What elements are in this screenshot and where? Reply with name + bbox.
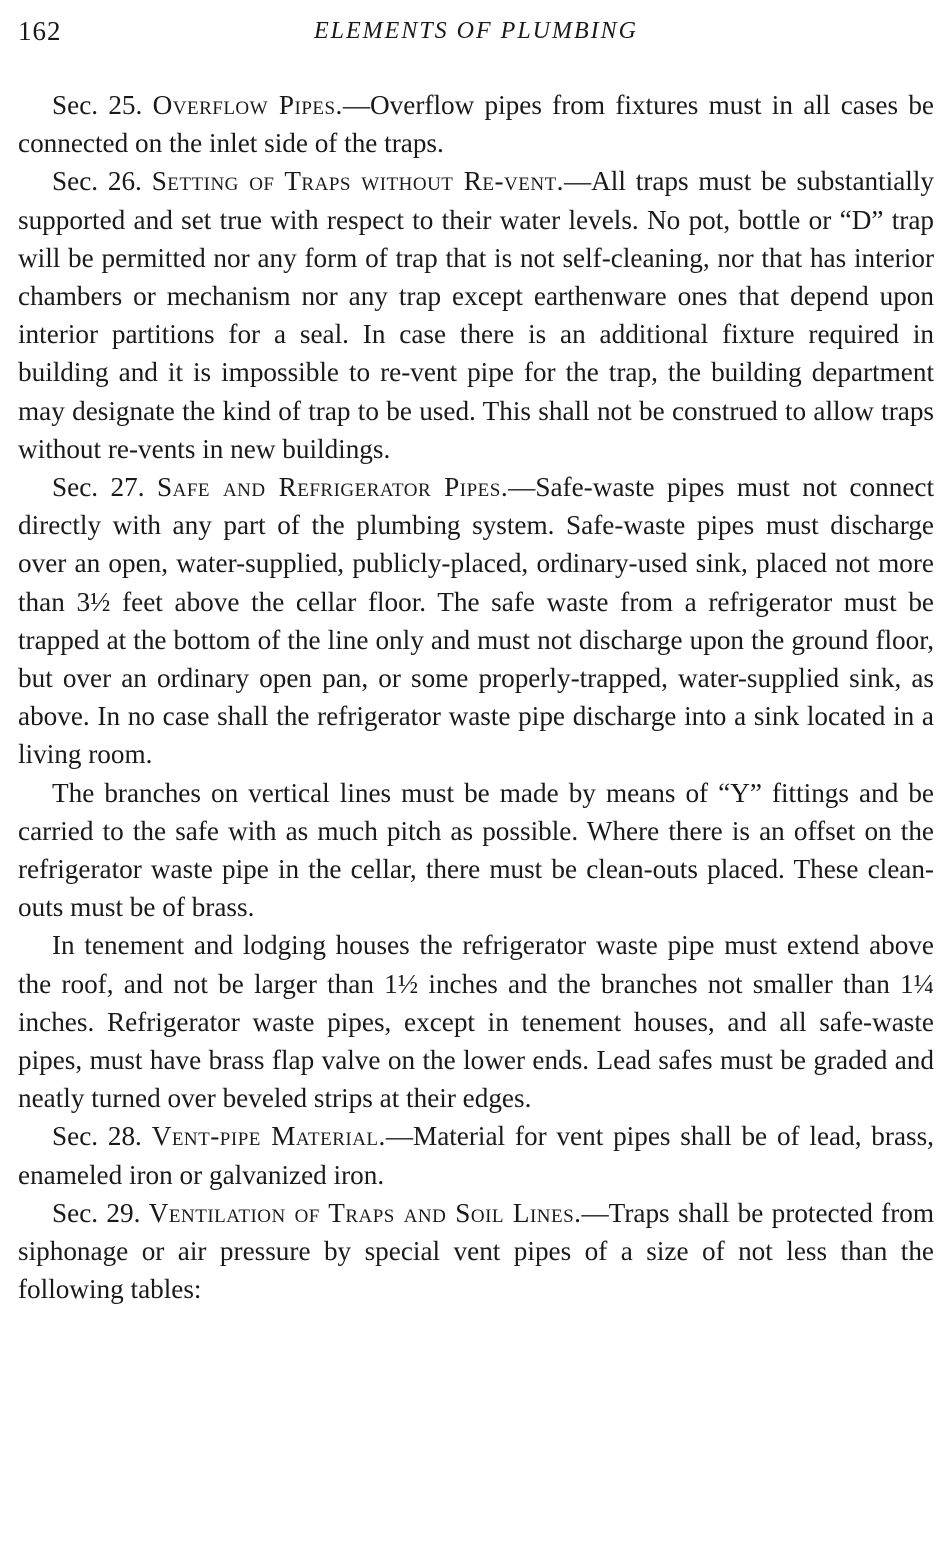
branches-paragraph: [18, 774, 934, 927]
section-27-paragraph: [18, 468, 934, 774]
paragraph-text: The branches on vertical lines must be made by means of “Y” fittings and be carried to the safe with as much pitch as possible. Where there is an offset on the refrigerator waste pipe in the cellar, there must be clean-outs placed. These clean-outs must be of brass.: [18, 777, 934, 923]
section-heading: Ventilation of Traps and Soil Lines.: [148, 1197, 582, 1228]
section-heading: Setting of Traps without Re-vent.: [151, 166, 564, 197]
section-25-paragraph: [18, 86, 934, 162]
section-text: —Overflow pipes from fixtures must in all cases be connected on the inlet side of the traps.: [18, 90, 934, 159]
section-text: —Safe-waste pipes must not connect directly with any part of the plumbing system. Safe-waste pipes must discharge over an open, water-supplied, publicly-placed, ordinary-used sink, placed not more than 3½ feet above the cellar floor. The safe waste from a refrigerator must be trapped at the bottom of the line only and must not discharge upon the ground floor, but over an ordinary open pan, or some properly-trapped, water-supplied sink, as above. In no case shall the refrigerator waste pipe discharge into a sink located in a living room.: [18, 472, 935, 770]
section-heading: Overflow Pipes.: [152, 90, 343, 120]
page-number: 162: [18, 16, 62, 46]
tenement-paragraph: [18, 926, 934, 1117]
section-26-paragraph: [18, 162, 934, 468]
body-text: [18, 86, 934, 1309]
section-text: —Material for vent pipes shall be of lead, brass, enameled iron or galvanized iron.: [18, 1121, 934, 1190]
book-title: ELEMENTS OF PLUMBING: [314, 18, 638, 44]
section-text: —Traps shall be protected from siphonage or air pressure by special vent pipes of a size of not less than the following tables:: [18, 1197, 935, 1305]
running-head: [18, 12, 934, 52]
section-number: Sec. 29.: [52, 1197, 141, 1228]
section-number: Sec. 27.: [52, 472, 145, 503]
book-page: [18, 12, 934, 1309]
section-number: Sec. 25.: [52, 90, 143, 120]
section-heading: Safe and Refrigerator Pipes.: [156, 472, 509, 503]
section-29-paragraph: [18, 1194, 934, 1309]
section-28-paragraph: [18, 1117, 934, 1193]
paragraph-text: In tenement and lodging houses the refrigerator waste pipe must extend above the roof, and not be larger than 1½ inches and the branches not smaller than 1¼ inches. Refrigerator waste pipes, except in tenement houses, and all safe-waste pipes, must have brass flap valve on the lower ends. Lead safes must be graded and neatly turned over beveled strips at their edges.: [18, 930, 934, 1114]
section-heading: Vent-pipe Material.: [151, 1121, 386, 1152]
section-number: Sec. 26.: [52, 166, 142, 197]
section-number: Sec. 28.: [52, 1121, 142, 1152]
section-text: —All traps must be substantially supported and set true with respect to their water levels. No pot, bottle or “D” trap will be permitted nor any form of trap that is not self-cleaning, nor that has interior chambers or mechanism nor any trap except earthenware ones that depend upon interior partitions for a seal. In case there is an additional fixture required in building and it is impossible to re-vent pipe for the trap, the building department may designate the kind of trap to be used. This shall not be construed to allow traps without re-vents in new buildings.: [18, 166, 934, 464]
